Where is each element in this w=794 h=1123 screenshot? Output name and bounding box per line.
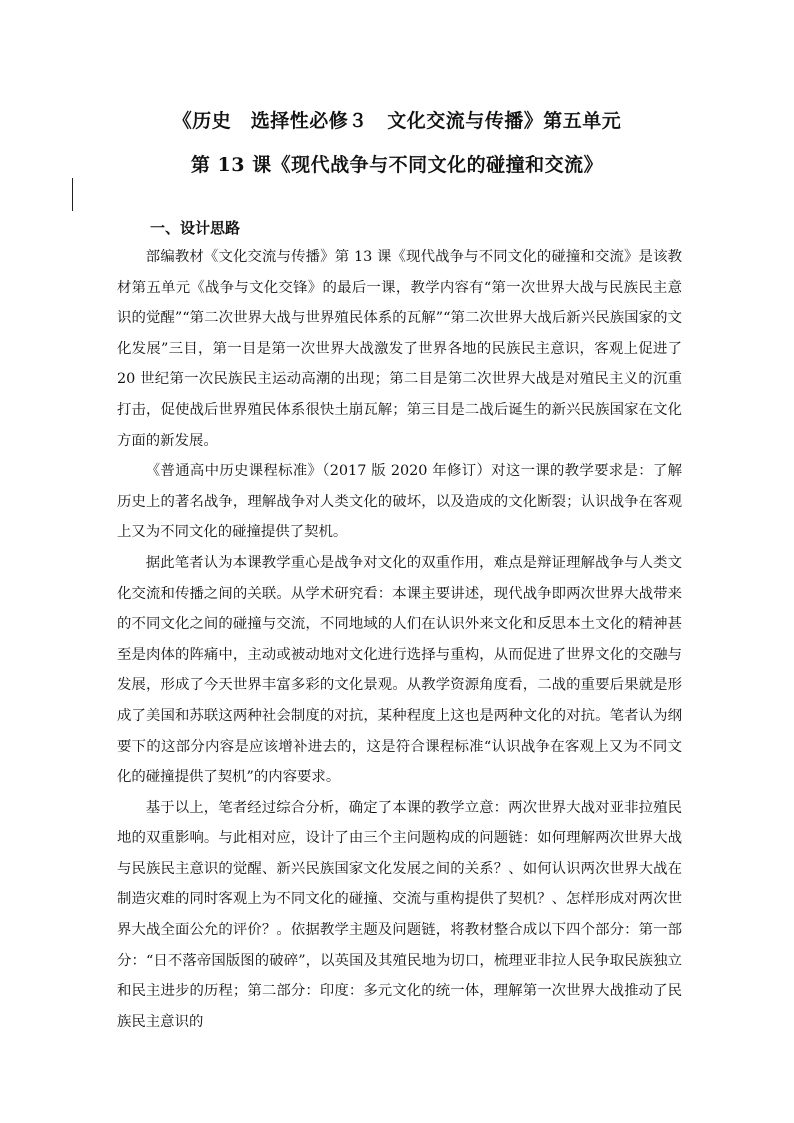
document-title-unit: 《历史 选择性必修３ 文化交流与传播》第五单元: [172, 110, 622, 132]
paragraph: 《普通高中历史课程标准》（2017 版 2020 年修订）对这一课的教学要求是：了解历史上的著名战争，理解战争对人类文化的破坏，以及造成的文化断裂；认识战争在客观上又为不同文化的碰撞提供了契机。: [117, 463, 682, 541]
text-cursor: [72, 178, 73, 211]
document-title-lesson: 第 13 课《现代战争与不同文化的碰撞和交流》: [190, 154, 604, 176]
paragraph: 基于以上，笔者经过综合分析，确定了本课的教学立意：两次世界大战对亚非拉殖民地的双重影响。与此相对应，设计了由三个主问题构成的问题链：如何理解两次世界大战与民族民主意识的觉醒、新兴民族国家文化发展之间的关系？、如何认识两次世界大战在制造灾难的同时客观上为不同文化的碰撞、交流与重构提供了契机？、怎样形成对两次世界大战全面公允的评价？。依据教学主题及问题链，将教材整合成以下四个部分：第一部分：“日不落帝国版图的破碎”，以英国及其殖民地为切口，梳理亚非拉人民争取民族独立和民主进步的历程；第二部分：印度：多元文化的统一体，理解第一次世界大战推动了民族民主意识的: [117, 799, 682, 1030]
paragraph: 据此笔者认为本课教学重心是战争对文化的双重作用，难点是辩证理解战争与人类文化交流和传播之间的关联。从学术研究看：本课主要讲述，现代战争即两次世界大战带来的不同文化之间的碰撞与交流，不同地域的人们在认识外来文化和反思本土文化的精神甚至是肉体的阵痛中，主动或被动地对文化进行选择与重构，从而促进了世界文化的交融与发展，形成了今天世界丰富多彩的文化景观。从教学资源角度看，二战的重要后果就是形成了美国和苏联这两种社会制度的对抗，某种程度上这也是两种文化的对抗。笔者认为纲要下的这部分内容是应该增补进去的，这是符合课程标准“认识战争在客观上又为不同文化的碰撞提供了契机”的内容要求。: [117, 554, 682, 786]
section-heading: 一、设计思路: [150, 219, 241, 237]
paragraph: 部编教材《文化交流与传播》第 13 课《现代战争与不同文化的碰撞和交流》是该教材第五单元《战争与文化交锋》的最后一课，教学内容有“第一次世界大战与民族民主意识的觉醒”“第二次世界大战与世界殖民体系的瓦解”“第二次世界大战后新兴民族国家的文化发展”三目，第一目是第一次世界大战激发了世界各地的民族民主意识，客观上促进了 20 世纪第一次民族民主运动高潮的出现；第二目是第二次世界大战是对殖民主义的沉重打击，促使战后世界殖民体系很快土崩瓦解；第三目是二战后诞生的新兴民族国家在文化方面的新发展。: [117, 249, 682, 449]
document-body: [117, 242, 682, 1037]
